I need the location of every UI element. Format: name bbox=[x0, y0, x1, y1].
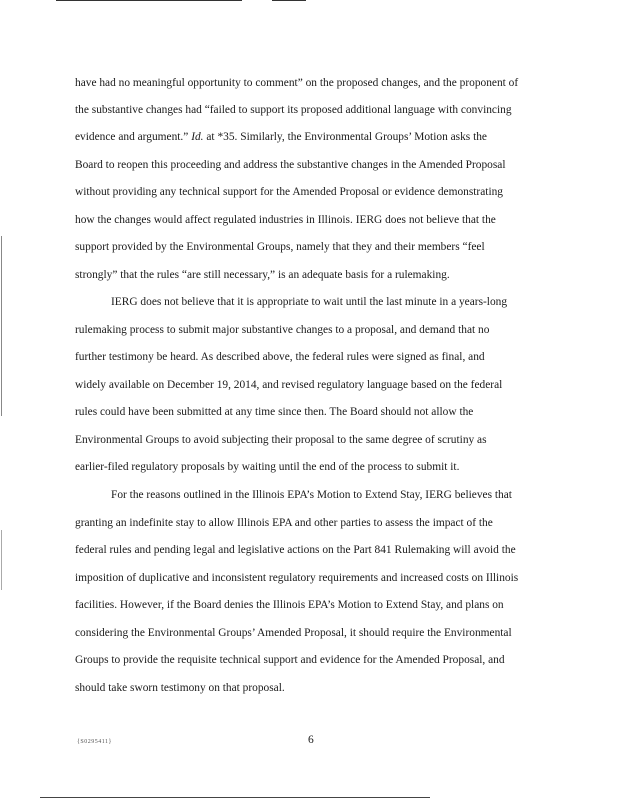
scan-artifact-bottom bbox=[40, 797, 430, 798]
text-line-6: how the changes would affect regulated industries in Illinois. IERG does not believe that the bbox=[75, 214, 496, 226]
text-line-23: should take sworn testimony on that proposal. bbox=[75, 682, 285, 694]
text-line-8: strongly” that the rules “are still necessary,” is an adequate basis for a rulemaking. bbox=[75, 269, 450, 281]
text-line-3: evidence and argument.” Id. at *35. Similarly, the Environmental Groups’ Motion asks the bbox=[75, 131, 487, 143]
page-number: 6 bbox=[308, 734, 314, 746]
citation-id: Id. bbox=[191, 131, 204, 143]
document-id-code: {S0295411} bbox=[77, 739, 112, 745]
scan-artifact-top-left bbox=[56, 0, 242, 1]
text-line-7: support provided by the Environmental Groups, namely that they and their members “feel bbox=[75, 241, 485, 253]
text-line-11: further testimony be heard. As described above, the federal rules were signed as final, and bbox=[75, 351, 485, 363]
text-line-2: the substantive changes had “failed to support its proposed additional language with convincing bbox=[75, 104, 512, 116]
text-line-1: have had no meaningful opportunity to comment” on the proposed changes, and the proponent of bbox=[75, 77, 519, 89]
text-line-17: granting an indefinite stay to allow Illinois EPA and other parties to assess the impact of the bbox=[75, 517, 493, 529]
text-line-9: IERG does not believe that it is appropriate to wait until the last minute in a years-long bbox=[111, 296, 508, 308]
text-line-12: widely available on December 19, 2014, and revised regulatory language based on the federal bbox=[75, 379, 503, 391]
text-line-16: For the reasons outlined in the Illinois EPA’s Motion to Extend Stay, IERG believes that bbox=[111, 489, 512, 501]
text-line-14: Environmental Groups to avoid subjecting their proposal to the same degree of scrutiny as bbox=[75, 434, 487, 446]
scan-artifact-left-edge bbox=[1, 236, 2, 416]
text-line-20: facilities. However, if the Board denies the Illinois EPA’s Motion to Extend Stay, and plans on bbox=[75, 599, 504, 611]
text-line-18: federal rules and pending legal and legislative actions on the Part 841 Rulemaking will avoid the bbox=[75, 544, 516, 556]
text-line-10: rulemaking process to submit major substantive changes to a proposal, and demand that no bbox=[75, 324, 490, 336]
scan-artifact-top-right bbox=[272, 0, 306, 1]
text-line-15: earlier-filed regulatory proposals by waiting until the end of the process to submit it. bbox=[75, 461, 460, 473]
text-line-4: Board to reopen this proceeding and address the substantive changes in the Amended Proposal bbox=[75, 159, 506, 171]
text-line-5: without providing any technical support for the Amended Proposal or evidence demonstrating bbox=[75, 186, 503, 198]
scan-artifact-left-edge-lower bbox=[1, 530, 2, 590]
text-line-21: considering the Environmental Groups’ Amended Proposal, it should require the Environmental bbox=[75, 627, 512, 639]
text-line-13: rules could have been submitted at any time since then. The Board should not allow the bbox=[75, 406, 474, 418]
text-line-19: imposition of duplicative and inconsistent regulatory requirements and increased costs on Illinois bbox=[75, 572, 519, 584]
text-line-22: Groups to provide the requisite technical support and evidence for the Amended Proposal, and bbox=[75, 654, 505, 666]
